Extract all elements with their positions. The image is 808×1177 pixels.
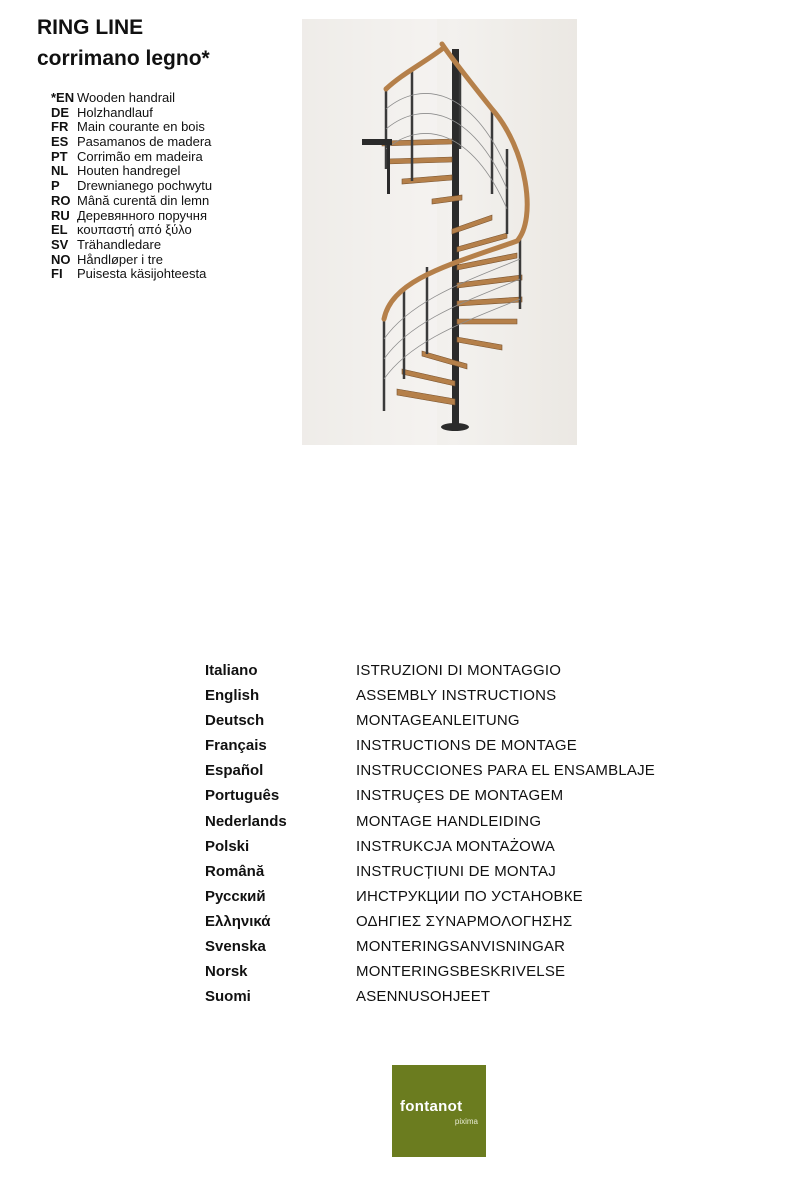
translation-text: Wooden handrail — [77, 90, 176, 105]
instruction-title: INSTRUCTIONS DE MONTAGE — [356, 737, 577, 755]
translation-text: Mână curentă din lemn — [77, 192, 210, 208]
instruction-language: Română — [205, 862, 265, 880]
translation-row — [37, 135, 212, 150]
language-code: NL — [51, 163, 69, 179]
translation-text: Corrimão em madeira — [77, 148, 203, 164]
instruction-language: Ελληνικά — [205, 912, 271, 930]
translation-row — [37, 91, 212, 106]
language-code: FR — [51, 119, 69, 135]
language-code: *EN — [51, 90, 75, 105]
translation-row — [37, 150, 212, 165]
fontanot-logo — [392, 1065, 486, 1157]
translation-text: Trähandledare — [77, 236, 162, 252]
instruction-row — [205, 859, 655, 884]
instruction-title: ИНСТРУКЦИИ ПО УСТАНОВКЕ — [356, 887, 583, 905]
translation-text: Houten handregel — [77, 163, 181, 179]
instruction-language: Italiano — [205, 662, 258, 679]
translation-row — [37, 223, 212, 238]
translation-text: κουπαστή από ξύλο — [77, 222, 192, 238]
instruction-language: Português — [205, 787, 280, 805]
translation-row — [37, 106, 212, 121]
instruction-title: INSTRUCȚIUNI DE MONTAJ — [356, 862, 556, 880]
instruction-title: MONTAGE HANDLEIDING — [356, 812, 542, 830]
language-code: FI — [51, 266, 63, 282]
logo-brand: fontanot — [400, 1098, 463, 1115]
instruction-language: Русский — [205, 887, 266, 905]
instruction-title: ΟΔΗΓΙΕΣ ΣΥΝΑΡΜΟΛΟΓΗΣΗΣ — [356, 912, 573, 930]
translation-text: Holzhandlauf — [77, 104, 153, 120]
product-title: RING LINE — [37, 16, 144, 39]
instruction-title: ISTRUZIONI DI MONTAGGIO — [356, 662, 562, 679]
spiral-staircase-illustration — [302, 19, 577, 445]
instruction-title: ASENNUSOHJEET — [356, 988, 491, 1006]
instruction-row — [205, 884, 655, 909]
instruction-language: Français — [205, 737, 267, 755]
instruction-title: ASSEMBLY INSTRUCTIONS — [356, 687, 557, 705]
instruction-language: English — [205, 687, 260, 705]
instruction-row — [205, 984, 655, 1009]
instruction-row — [205, 809, 655, 834]
instruction-row — [205, 909, 655, 934]
instruction-title: MONTERINGSBESKRIVELSE — [356, 963, 566, 981]
instruction-title: MONTERINGSANVISNINGAR — [356, 938, 566, 956]
logo-sub: pixima — [454, 1117, 478, 1126]
language-code: PT — [51, 148, 68, 164]
translation-row — [37, 253, 212, 268]
instruction-row — [205, 708, 655, 733]
translation-row — [37, 209, 212, 224]
instruction-title: INSTRUÇES DE MONTAGEM — [356, 787, 564, 805]
instruction-title: INSTRUCCIONES PARA EL ENSAMBLAJE — [356, 762, 655, 780]
product-subtitle: corrimano legno* — [37, 47, 210, 70]
language-code: NO — [51, 251, 71, 267]
language-code: RO — [51, 192, 71, 208]
instruction-language: Norsk — [205, 963, 248, 981]
instruction-row — [205, 959, 655, 984]
instruction-row — [205, 683, 655, 708]
instruction-language: Suomi — [205, 988, 251, 1006]
instruction-title: MONTAGEANLEITUNG — [356, 712, 520, 730]
translation-list — [37, 91, 212, 282]
language-code: RU — [51, 207, 70, 223]
translation-text: Pasamanos de madera — [77, 134, 212, 150]
instruction-row — [205, 834, 655, 859]
language-code: ES — [51, 134, 69, 150]
instruction-language: Nederlands — [205, 812, 287, 830]
translation-row — [37, 120, 212, 135]
instruction-row — [205, 783, 655, 808]
translation-text: Main courante en bois — [77, 119, 205, 135]
instruction-row — [205, 758, 655, 783]
instruction-language: Svenska — [205, 938, 266, 956]
instruction-row — [205, 934, 655, 959]
translation-row — [37, 179, 212, 194]
language-code: DE — [51, 104, 70, 120]
instruction-row — [205, 658, 655, 683]
translation-text: Drewnianego pochwytu — [77, 178, 213, 194]
instruction-language: Polski — [205, 837, 250, 855]
language-code: EL — [51, 222, 68, 238]
instruction-row — [205, 733, 655, 758]
instruction-language: Deutsch — [205, 712, 265, 730]
translation-row — [37, 238, 212, 253]
translation-row — [37, 194, 212, 209]
instruction-title: INSTRUKCJA MONTAŻOWA — [356, 837, 555, 855]
translation-text: Håndløper i tre — [77, 251, 163, 267]
translation-text: Деревянного поручня — [77, 207, 208, 223]
translation-row — [37, 164, 212, 179]
language-code: SV — [51, 236, 69, 252]
translation-row — [37, 267, 212, 282]
instruction-language: Español — [205, 762, 264, 780]
instructions-list — [205, 658, 655, 1009]
language-code: P — [51, 178, 60, 194]
translation-text: Puisesta käsijohteesta — [77, 266, 207, 282]
staircase-photo — [302, 19, 577, 445]
